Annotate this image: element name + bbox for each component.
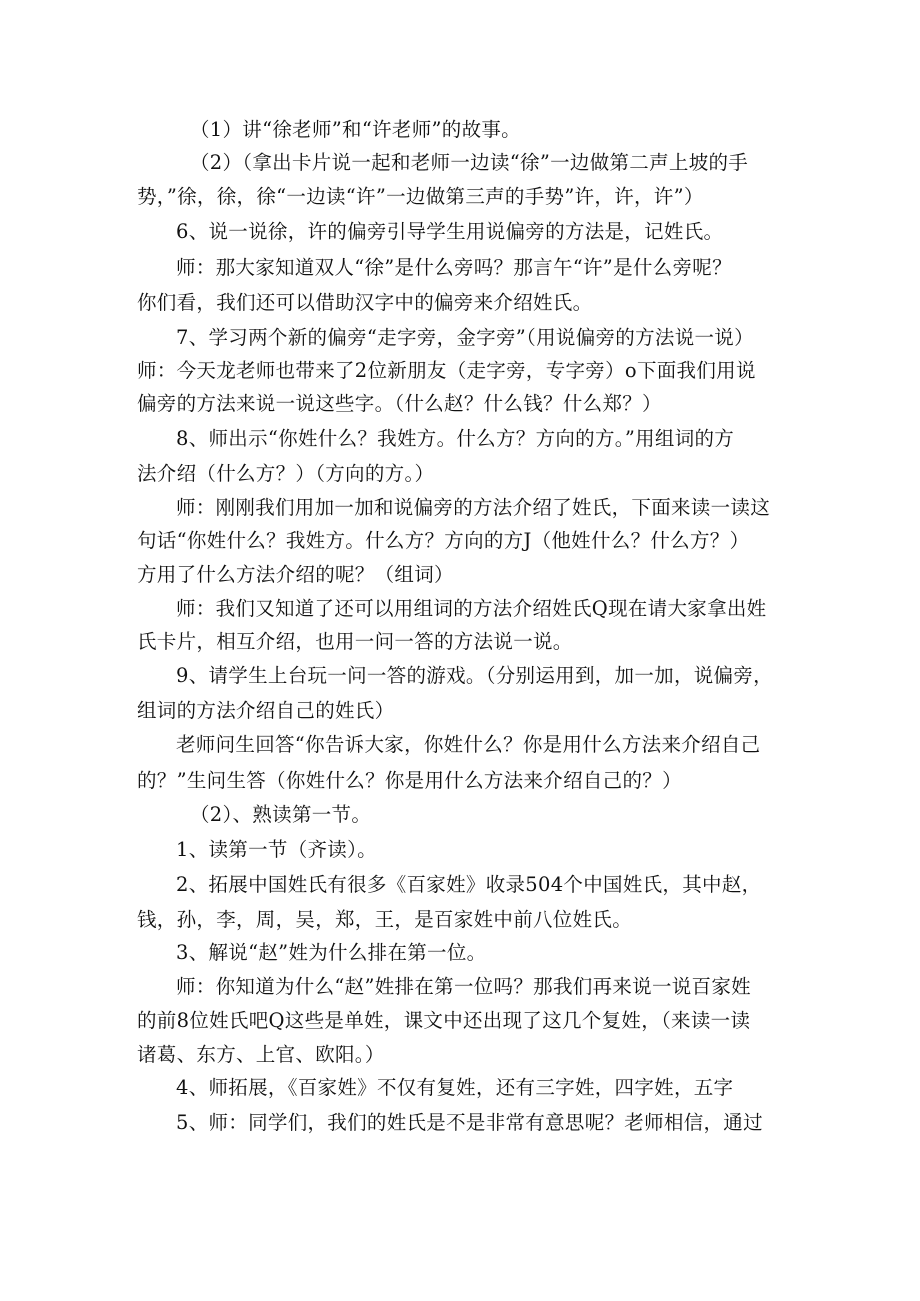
text-line: 2、拓展中国姓氏有很多《百家姓》收录504个中国姓氏，其中赵，	[176, 873, 762, 896]
text-line: 的前8位姓氏吧Q这些是单姓，课文中还出现了这几个复姓，（来读一读	[137, 1009, 751, 1032]
text-line: （2）、熟读第一节。	[190, 803, 372, 826]
text-line: 诸葛、东方、上官、欧阳。）	[137, 1043, 385, 1066]
text-line: 师：我们又知道了还可以用组词的方法介绍姓氏Q现在请大家拿出姓	[176, 597, 767, 620]
text-line: 方用了什么方法介绍的呢？（组词）	[137, 563, 454, 586]
text-line: 5、师：同学们，我们的姓氏是不是非常有意思呢？老师相信，通过	[176, 1111, 763, 1134]
text-line: （2）（拿出卡片说一起和老师一边读“徐”一边做第二声上坡的手	[190, 151, 749, 174]
text-line: 你们看，我们还可以借助汉字中的偏旁来介绍姓氏。	[137, 291, 593, 314]
text-line: 钱，孙，李，周，吴，郑，王，是百家姓中前八位姓氏。	[137, 908, 633, 931]
text-line: 氏卡片，相互介绍，也用一问一答的方法说一说。	[137, 630, 573, 653]
text-line: 6、说一说徐，许的偏旁引导学生用说偏旁的方法是，记姓氏。	[176, 220, 724, 243]
text-line: 1、读第一节（齐读）。	[176, 838, 377, 861]
text-line: 4、师拓展，《百家姓》不仅有复姓，还有三字姓，四字姓，五字	[176, 1076, 734, 1099]
text-line: 的？”生问生答（你姓什么？你是用什么方法来介绍自己的？）	[137, 769, 682, 792]
text-line: 偏旁的方法来说一说这些字。（什么赵？什么钱？什么郑？）	[137, 392, 662, 415]
text-line: 组词的方法介绍自己的姓氏）	[137, 699, 395, 722]
text-line: 师：你知道为什么“赵”姓排在第一位吗？那我们再来说一说百家姓	[176, 975, 751, 998]
text-line: 师：今天龙老师也带来了2位新朋友（走字旁，专字旁）o下面我们用说	[137, 359, 756, 382]
text-line: 3、解说“赵”姓为什么排在第一位。	[176, 941, 487, 964]
text-line: （1）讲“徐老师”和“许老师”的故事。	[190, 118, 521, 141]
text-line: 师：刚刚我们用加一加和说偏旁的方法介绍了姓氏，下面来读一读这	[176, 496, 771, 519]
text-line: 9、请学生上台玩一问一答的游戏。（分别运用到，加一加，说偏旁，	[176, 664, 773, 687]
text-line: 法介绍（什么方？）（方向的方。）	[137, 462, 435, 485]
text-line: 句话“你姓什么？我姓方。什么方？方向的方J（他姓什么？什么方？）	[137, 529, 750, 552]
text-line: 7、学习两个新的偏旁“走字旁，金字旁”（用说偏旁的方法说一说）	[176, 326, 754, 349]
text-line: 势，”徐，徐，徐“一边读“许”一边做第三声的手势”许，许，许”）	[137, 185, 704, 208]
text-line: 师：那大家知道双人“徐”是什么旁吗？那言午“许”是什么旁呢？	[176, 256, 732, 279]
text-line: 老师问生回答“你告诉大家，你姓什么？你是用什么方法来介绍自己	[176, 733, 761, 756]
text-line: 8、师出示“你姓什么？我姓方。什么方？方向的方。”用组词的方	[176, 427, 735, 450]
